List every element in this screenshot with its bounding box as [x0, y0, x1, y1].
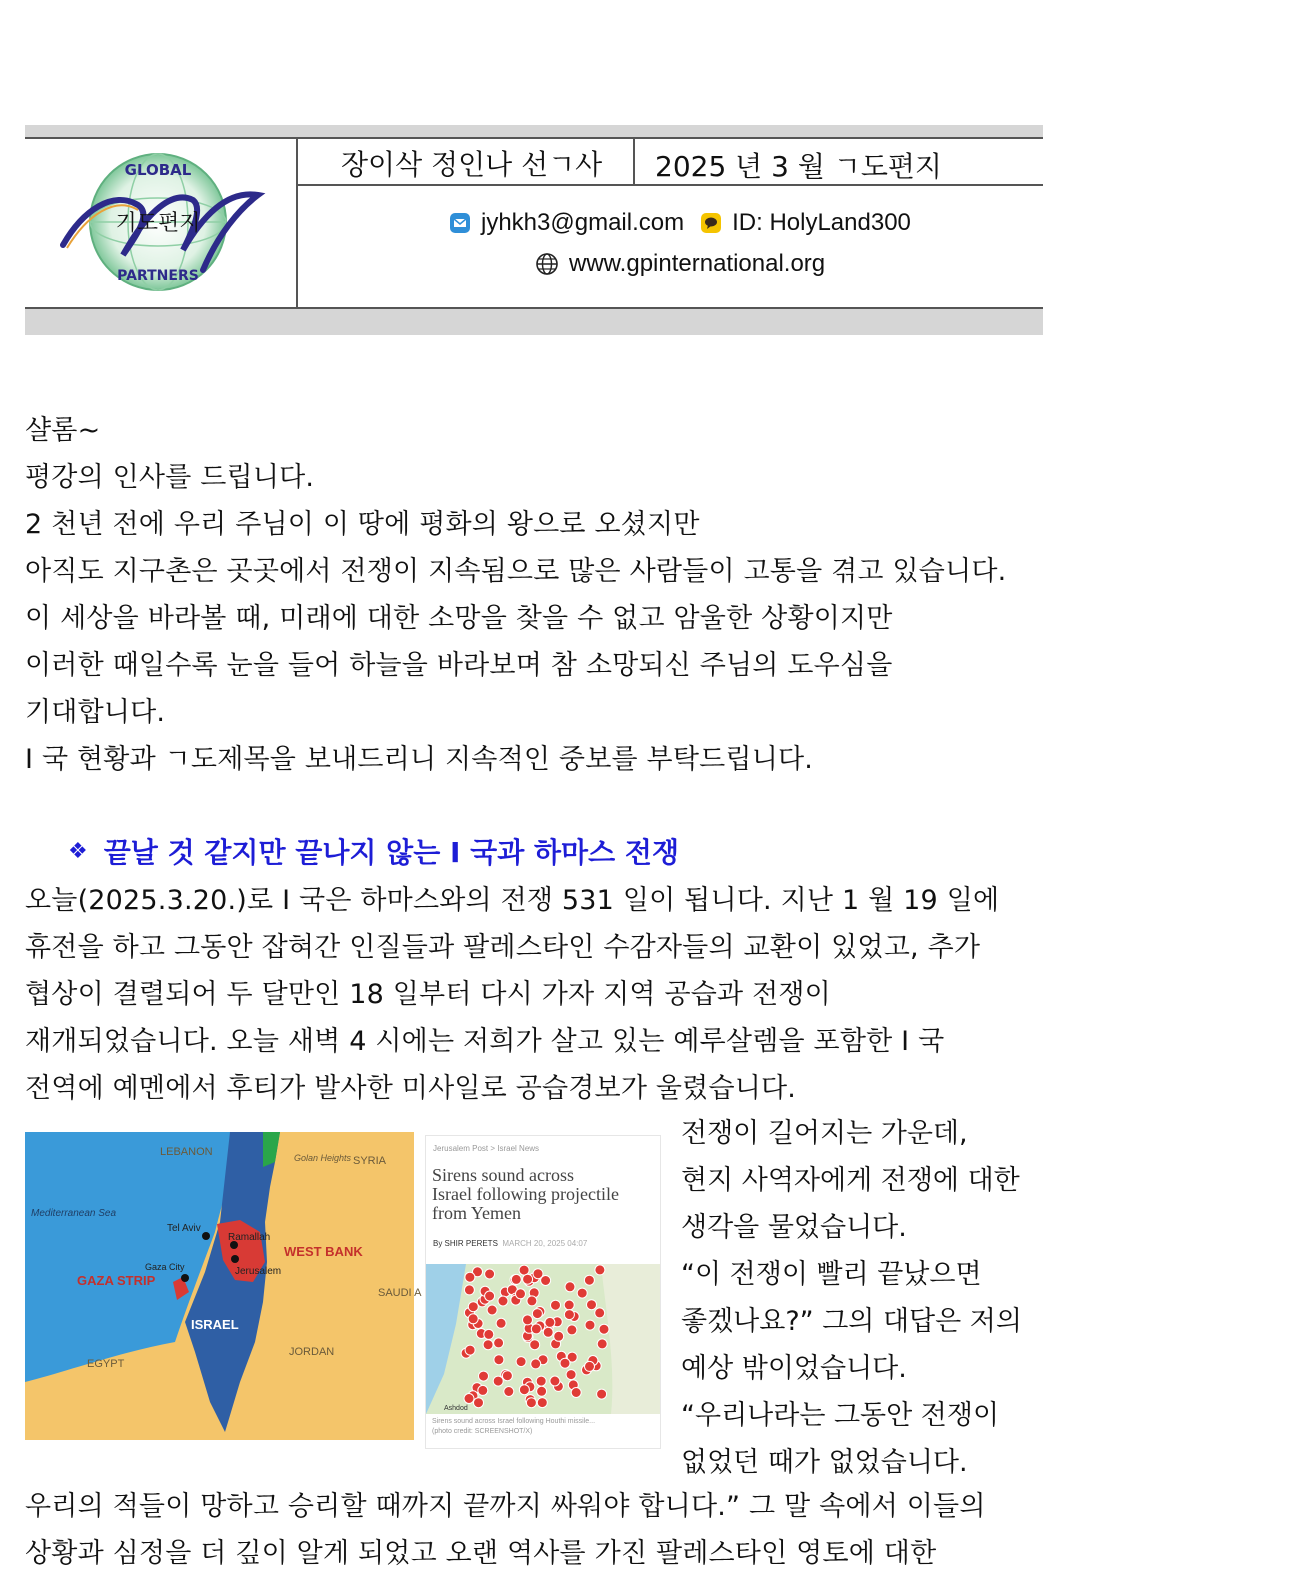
alert-pin-icon: [597, 1389, 607, 1399]
alert-pin-icon: [595, 1308, 605, 1318]
section-paragraph-line: 우리의 적들이 망하고 승리할 때까지 끝까지 싸워야 합니다.” 그 말 속에서 이들의: [25, 1491, 986, 1522]
alert-pin-icon: [519, 1265, 529, 1275]
alert-pin-icon: [493, 1376, 503, 1386]
alert-pin-icon: [527, 1296, 537, 1306]
alert-pin-icon: [560, 1358, 570, 1368]
alert-pin-icon: [519, 1385, 529, 1395]
alert-pin-icon: [545, 1317, 555, 1327]
map-label: JORDAN: [289, 1346, 335, 1358]
svg-text:PARTNERS: PARTNERS: [117, 268, 199, 284]
alert-pin-icon: [597, 1339, 607, 1349]
email-address[interactable]: jyhkh3@gmail.com: [481, 209, 685, 236]
news-screenshot: [425, 1135, 661, 1449]
section-paragraph-line: 재개되었습니다. 오늘 새벽 4 시에는 저희가 살고 있는 예루살렘을 포함한 I 국: [25, 1026, 945, 1057]
section-bullet-icon: ❖: [68, 838, 88, 864]
map-label: Tel Aviv: [167, 1223, 201, 1234]
alert-pin-icon: [494, 1338, 504, 1348]
section-paragraph-line: 협상이 결렬되어 두 달만인 18 일부터 다시 가자 지역 공습과 전쟁이: [25, 979, 831, 1010]
map-label: EGYPT: [87, 1358, 125, 1370]
header-divider: [633, 137, 635, 185]
section-title-text: 끝날 것 같지만 끝나지 않는 I 국과 하마스 전쟁: [103, 836, 680, 869]
alert-pin-icon: [537, 1398, 547, 1408]
mail-icon: [449, 212, 471, 234]
alert-pin-icon: [484, 1329, 494, 1339]
alert-pin-icon: [564, 1310, 574, 1320]
website-link[interactable]: www.gpinternational.org: [569, 250, 826, 277]
side-text-line: 현지 사역자에게 전쟁에 대한: [681, 1165, 1020, 1196]
alert-pin-icon: [595, 1265, 605, 1275]
alert-pin-icon: [516, 1357, 526, 1367]
map-label: Mediterranean Sea: [31, 1208, 117, 1219]
section-paragraph-line: 오늘(2025.3.20.)로 I 국은 하마스와의 전쟁 531 일이 됩니다. 지난 1 월 19 일에: [25, 885, 1000, 916]
greeting-line: 평강의 인사를 드립니다.: [25, 462, 315, 493]
news-source: Jerusalem Post > Israel News: [433, 1144, 540, 1153]
news-headline: Sirens sound across Israel following projectile from Yemen: [432, 1165, 619, 1223]
greeting-line: 2 천년 전에 우리 주님이 이 땅에 평화의 왕으로 오셨지만: [25, 509, 700, 540]
alert-pin-icon: [564, 1300, 574, 1310]
map-label: WEST BANK: [284, 1244, 363, 1259]
kakaotalk-icon: [700, 212, 722, 234]
alert-pin-icon: [531, 1359, 541, 1369]
alert-pin-icon: [550, 1376, 560, 1386]
alert-pin-icon: [577, 1288, 587, 1298]
website-line: [535, 250, 825, 278]
alert-pin-icon: [483, 1340, 493, 1350]
news-map-image: [426, 1264, 660, 1414]
side-text-line: “우리나라는 그동안 전쟁이: [681, 1400, 1000, 1431]
alert-pin-icon: [465, 1345, 475, 1355]
greeting-line: 기대합니다.: [25, 697, 166, 728]
news-caption: Sirens sound across Israel following Houthi missile... (photo credit: SCREENSHOT/X): [432, 1418, 596, 1435]
letter-title: 2025 년 3 월 ㄱ도편지: [655, 150, 942, 183]
alert-pin-icon: [551, 1300, 561, 1310]
alert-pin-icon: [485, 1269, 495, 1279]
side-text-line: 예상 밖이었습니다.: [681, 1353, 907, 1384]
header-top-band: [25, 125, 1043, 137]
alert-pin-icon: [504, 1387, 514, 1397]
map-label: SAUDI A: [378, 1287, 422, 1299]
alert-pin-icon: [554, 1331, 564, 1341]
alert-pin-icon: [494, 1355, 504, 1365]
news-byline: By SHIR PERETS MARCH 20, 2025 04:07: [433, 1239, 588, 1248]
alert-pin-icon: [587, 1300, 597, 1310]
section-paragraph-line: 휴전을 하고 그동안 잡혀간 인질들과 팔레스타인 수감자들의 교환이 있었고, 추가: [25, 932, 981, 963]
alert-pin-icon: [567, 1325, 577, 1335]
alert-pin-icon: [585, 1361, 595, 1371]
alert-pin-icon: [496, 1318, 506, 1328]
greeting-line: I 국 현황과 ㄱ도제목을 보내드리니 지속적인 중보를 부탁드립니다.: [25, 744, 814, 775]
alert-pin-icon: [464, 1394, 474, 1404]
side-text-line: 생각을 물었습니다.: [681, 1212, 907, 1243]
header-bottom-band: [25, 309, 1043, 335]
global-partners-logo: [53, 150, 263, 300]
israel-map-image: [25, 1132, 422, 1440]
section-heading: [68, 831, 679, 871]
alert-pin-icon: [464, 1285, 474, 1295]
alert-pin-icon: [502, 1371, 512, 1381]
side-text-line: 좋겠나요?” 그의 대답은 저의: [681, 1306, 1022, 1337]
side-text-column: [681, 1110, 1022, 1486]
section-paragraph-line: 전역에 예멘에서 후티가 발사한 미사일로 공습경보가 울렸습니다.: [25, 1073, 797, 1104]
alert-pin-icon: [526, 1398, 536, 1408]
alert-pin-icon: [479, 1371, 489, 1381]
alert-pin-icon: [485, 1291, 495, 1301]
map-label: LEBANON: [160, 1146, 213, 1158]
alert-pin-icon: [474, 1398, 484, 1408]
map-label: Golan Heights: [294, 1153, 352, 1163]
alert-pin-icon: [584, 1275, 594, 1285]
letter-header: [25, 125, 1043, 335]
greeting-line: 샬롬~: [25, 415, 101, 446]
map-label: Gaza City: [145, 1262, 185, 1272]
alert-pin-icon: [585, 1320, 595, 1330]
map-label: Jerusalem: [235, 1266, 282, 1277]
side-text-line: 전쟁이 길어지는 가운데,: [681, 1118, 968, 1149]
map-label: ISRAEL: [191, 1317, 239, 1332]
greeting-line: 이러한 때일수록 눈을 들어 하늘을 바라보며 참 소망되신 주님의 도우심을: [25, 650, 893, 681]
alert-pin-icon: [541, 1276, 551, 1286]
alert-pin-icon: [511, 1274, 521, 1284]
map-label: GAZA STRIP: [77, 1273, 156, 1288]
alert-pin-icon: [465, 1272, 475, 1282]
missionary-name: 장이삭 정인나 선ㄱ사: [341, 148, 603, 181]
alert-pin-icon: [536, 1376, 546, 1386]
section-paragraph-line: 상황과 심정을 더 깊이 알게 되었고 오랜 역사를 가진 팔레스타인 영토에 대한: [25, 1538, 937, 1569]
map-label: SYRIA: [353, 1155, 387, 1167]
alert-pin-icon: [468, 1314, 478, 1324]
side-text-line: 없었던 때가 없었습니다.: [681, 1447, 968, 1478]
alert-pin-icon: [487, 1305, 497, 1315]
side-text-line: “이 전쟁이 빨리 끝났으면: [681, 1259, 982, 1290]
svg-text:기도편지: 기도편지: [115, 211, 201, 236]
contact-line: [449, 209, 911, 237]
map-label: Ramallah: [228, 1232, 271, 1243]
alert-pin-icon: [566, 1370, 576, 1380]
alert-pin-icon: [543, 1327, 553, 1337]
greeting-line: 이 세상을 바라볼 때, 미래에 대한 소망을 찾을 수 없고 암울한 상황이지만: [25, 603, 893, 634]
svg-text:GLOBAL: GLOBAL: [124, 161, 192, 179]
alert-pin-icon: [531, 1324, 541, 1334]
header-divider: [296, 137, 298, 307]
alert-pin-icon: [478, 1385, 488, 1395]
greeting-line: 아직도 지구촌은 곳곳에서 전쟁이 지속됨으로 많은 사람들이 고통을 겪고 있습니다.: [25, 556, 1007, 587]
globe-icon: [535, 252, 559, 276]
alert-pin-icon: [565, 1282, 575, 1292]
alert-pin-icon: [599, 1324, 609, 1334]
alert-pin-icon: [516, 1289, 526, 1299]
kakao-id: ID: HolyLand300: [732, 209, 911, 236]
alert-pin-icon: [468, 1302, 478, 1312]
header-rule: [25, 137, 1043, 139]
alert-pin-icon: [537, 1386, 547, 1396]
alert-pin-icon: [532, 1309, 542, 1319]
alert-pin-icon: [523, 1274, 533, 1284]
svg-text:Ashdod: Ashdod: [444, 1405, 468, 1412]
alert-pin-icon: [571, 1388, 581, 1398]
alert-pin-icon: [498, 1296, 508, 1306]
alert-pin-icon: [523, 1315, 533, 1325]
